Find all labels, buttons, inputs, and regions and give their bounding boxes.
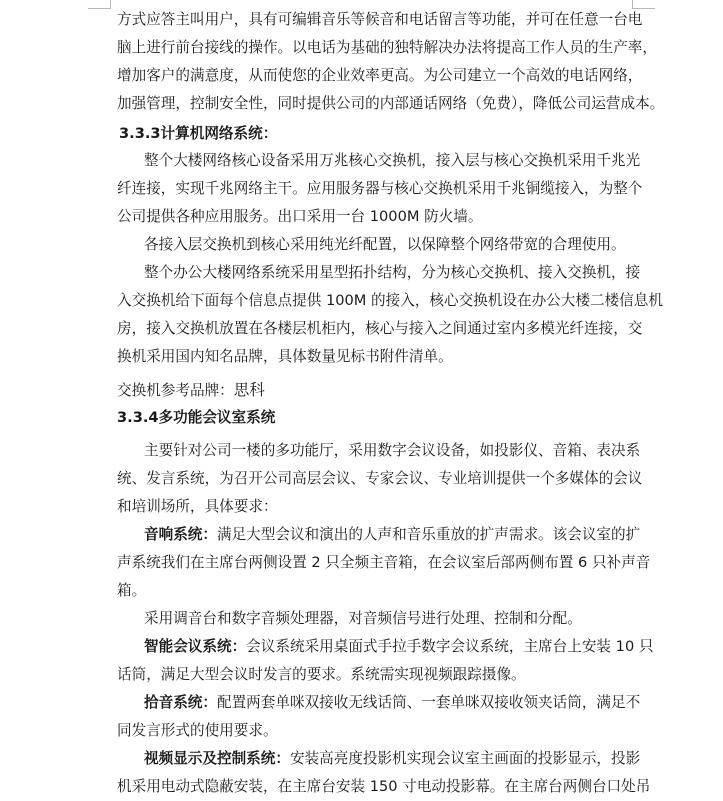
crop-mark-top-left — [88, 0, 111, 9]
section-heading-3-3-3: 3.3.3计算机网络系统： — [119, 125, 278, 142]
paragraph-line: 入交换机给下面每个信息点提供 100M 的接入，核心交换机设在办公大楼二楼信息机 — [117, 292, 663, 309]
paragraph-line: 加强管理，控制安全性，同时提供公司的内部通话网络（免费），降低公司运营成本。 — [117, 95, 665, 112]
paragraph-line: 脑上进行前台接线的操作。以电话为基础的独特解决办法将提高工作人员的生产率， — [117, 39, 657, 56]
paragraph-line: 机采用电动式隐蔽安装，在主席台安装 150 寸电动投影幕。在主席台两侧台口处吊 — [117, 778, 651, 795]
brand-label: 交换机参考品牌： — [117, 382, 234, 399]
paragraph-line: 各接入层交换机到核心采用纯光纤配置，以保障整个网络带宽的合理使用。 — [144, 236, 626, 253]
brand-reference-line — [117, 377, 723, 403]
paragraph-line: 视频显示及控制系统：安装高亮度投影机实现会议室主画面的投影显示，投影 — [144, 750, 641, 767]
term-label: 音响系统： — [144, 526, 217, 543]
paragraph-line: 声系统我们在主席台两侧设置 2 只全频主音箱，在会议室后部两侧布置 6 只补声音 — [117, 554, 651, 571]
term-label: 拾音系统： — [144, 694, 217, 711]
paragraph-line: 采用调音台和数字音频处理器，对音频信号进行处理、控制和分配。 — [144, 610, 582, 627]
paragraph-line: 增加客户的满意度，从而使您的企业效率更高。为公司建立一个高效的电话网络， — [117, 67, 643, 84]
paragraph-line: 箱。 — [117, 582, 147, 599]
paragraph-line: 同发言形式的使用要求。 — [117, 722, 278, 739]
brand-value: 思科 — [233, 381, 265, 399]
term-label: 视频显示及控制系统： — [144, 750, 290, 767]
crop-mark-top-right — [632, 0, 655, 9]
paragraph-line: 和培训场所，具体要求： — [117, 498, 278, 515]
paragraph-line: 话筒，满足大型会议时发言的要求。系统需实现视频跟踪摄像。 — [117, 666, 526, 683]
paragraph-line: 公司提供各种应用服务。出口采用一台 1000M 防火墙。 — [117, 208, 483, 225]
term-label: 智能会议系统： — [144, 638, 247, 655]
paragraph-line: 房，接入交换机放置在各楼层机柜内，核心与接入之间通过室内多模光纤连接，交 — [117, 320, 643, 337]
paragraph-line: 主要针对公司一楼的多功能厅，采用数字会议设备，如投影仪、音箱、表决系 — [144, 442, 641, 459]
section-heading-3-3-4: 3.3.4多功能会议室系统 — [117, 409, 276, 426]
paragraph-line: 方式应答主叫用户，具有可编辑音乐等候音和电话留言等功能，并可在任意一台电 — [117, 11, 643, 28]
paragraph-line: 整个大楼网络核心设备采用万兆核心交换机，接入层与核心交换机采用千兆光 — [144, 152, 641, 169]
paragraph-line: 整个办公大楼网络系统采用星型拓扑结构，分为核心交换机、接入交换机，接 — [144, 264, 641, 281]
paragraph-line: 智能会议系统：会议系统采用桌面式手拉手数字会议系统，主席台上安装 10 只 — [144, 638, 654, 655]
paragraph-line: 纤连接，实现千兆网络主干。应用服务器与核心交换机采用千兆铜缆接入，为整个 — [117, 180, 643, 197]
paragraph-line: 统、发言系统，为召开公司高层会议、专家会议、专业培训提供一个多媒体的会议 — [117, 470, 643, 487]
paragraph-line: 拾音系统：配置两套单咪双接收无线话筒、一套单咪双接收领夹话筒，满足不 — [144, 694, 641, 711]
paragraph-line: 音响系统：满足大型会议和演出的人声和音乐重放的扩声需求。该会议室的扩 — [144, 526, 641, 543]
paragraph-line: 换机采用国内知名品牌，具体数量见标书附件清单。 — [117, 348, 453, 365]
